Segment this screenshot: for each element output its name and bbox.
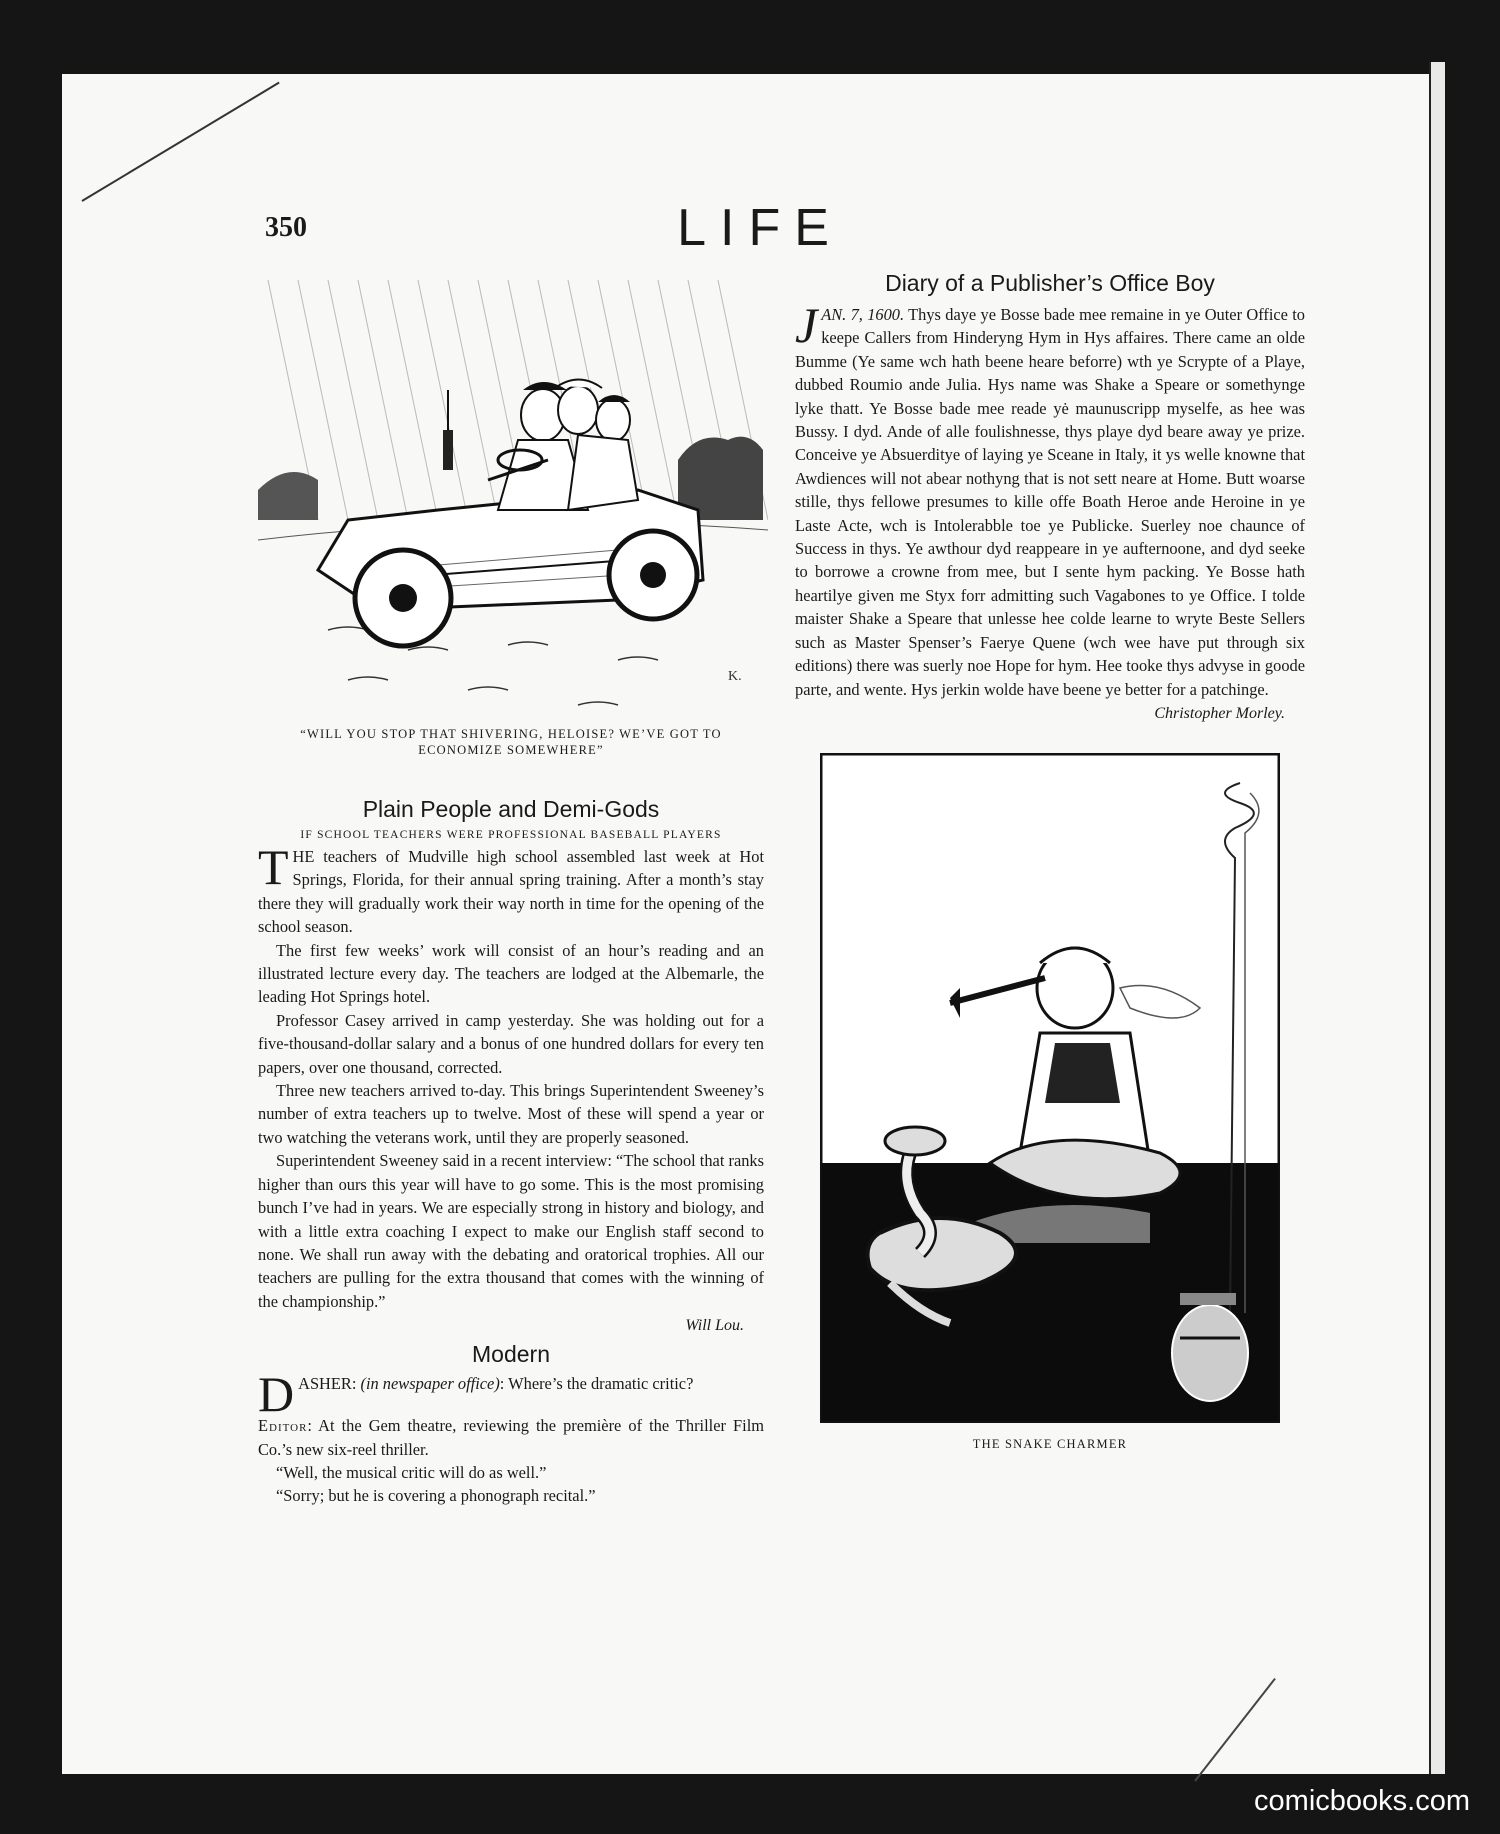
article-modern <box>258 1341 764 1508</box>
article-paragraph: Three new teachers arrived to-day. This brings Superintendent Sweeney’s number of extra teachers up to twelve. Most of these will spend a year or two watching the veterans work, until they are properly seasoned. <box>258 1081 764 1147</box>
dialogue-line: “Well, the musical critic will do as well.” <box>276 1462 547 1482</box>
article-subtitle: IF SCHOOL TEACHERS WERE PROFESSIONAL BASEBALL PLAYERS <box>300 829 722 841</box>
left-column <box>258 280 764 1508</box>
cartoon-caption: “WILL YOU STOP THAT SHIVERING, HELOISE? WE’VE GOT TO ECONOMIZE SOMEWHERE” <box>300 727 722 757</box>
author-signature: Will Lou. <box>685 1317 744 1335</box>
diary-date: AN. 7, 1600. <box>821 305 905 324</box>
svg-text:K.: K. <box>728 669 742 684</box>
speaker-name: Editor <box>258 1416 308 1436</box>
dialogue-line: DASHER: (in newspaper office): Where’s the dramatic critic? <box>258 1366 694 1423</box>
paragraph-text: Thys daye ye Bosse bade mee remaine in ye Outer Office to keepe Callers from Hinderyng Hym in Hys affaires. There came an olde Bumme (Ye same wch hath beene heare beforre) wth ye Scrypte of a Playe, dubbed Roumio ande Julia. Hys name was Shake a Speare or somethynge lyke thatt. Ye Bosse bade mee reade yė maunuscripp myselfe, as hee was Bussy. I dyd. Ande of alle foulishnesse, thys playe dyd beare away ye prize. Conceive ye Absuerditye of laying ye Sceane in Italy, it ys welle knowne that Awdiences will not abear nothyng that is not sett neare at Home. Butt woarse stille, thys fellowe presumes to kille offe Boath Heroe ande Heroine in ye Laste Acte, wch is Intolerabble toe ye Publicke. Suerley noe chaunce of Success in thys. Ye awthour dyd reappeare in ye aufternoone, and dyd seeke to borrowe a crowne from mee, but I sente hym packing. Ye Bosse hath heartilye given me Styx forr admitting such Vagabones to ye Office. I tolde maister Shake a Speare that unlesse hee colde learne to wryte Beste Sellers such as Master Spenser’s Faerye Quene (wch wee have put through six editions) there was suerly noe Hope for hym. Hee tooke thys advyse in goode parte, and wente. Hys jerkin wolde have beene ye better for a patchinge. <box>795 305 1306 699</box>
page-number: 350 <box>265 212 307 243</box>
paragraph-text: HE teachers of Mudville high school assembled last week at Hot Springs, Florida, for their annual spring training. After a month’s stay there they will gradually work their way north in time for the opening of the school season. <box>258 847 764 937</box>
article-title: Plain People and Demi-Gods <box>362 796 660 822</box>
snake-charmer-illustration <box>820 753 1280 1423</box>
drop-cap: J <box>795 297 818 353</box>
dialogue-text: : Where’s the dramatic critic? <box>499 1374 694 1394</box>
illustration-caption: THE SNAKE CHARMER <box>972 1436 1128 1451</box>
car-cartoon-illustration <box>258 280 768 720</box>
article-paragraph: The first few weeks’ work will consist of an hour’s reading and an illustrated lecture every day. The teachers are lodged at the Albemarle, the leading Hot Springs hotel. <box>258 940 764 1007</box>
dialogue-line: “Sorry; but he is covering a phonograph recital.” <box>276 1486 596 1506</box>
article-paragraph <box>258 839 764 939</box>
watermark: comicbooks.com <box>1254 1785 1470 1817</box>
drop-cap: T <box>258 839 289 895</box>
article-diary <box>795 270 1305 723</box>
author-signature: Christopher Morley. <box>1154 704 1285 722</box>
article-plain-people <box>258 796 764 1335</box>
drop-cap: D <box>258 1366 295 1423</box>
speaker-name: ASHER <box>298 1374 352 1394</box>
article-title: Diary of a Publisher’s Office Boy <box>885 270 1215 296</box>
article-paragraph: Superintendent Sweeney said in a recent interview: “The school that ranks higher than ours this year will have to go some. This is the most promising bunch I’ve had in years. We are especially strong in history and biology, and with a little extra coaching I expect to make our English staff second to none. We shall run away with the debating and oratorical trophies. All our teachers are pulling for the extra thousand that comes with the winning of the championship.” <box>258 1151 764 1311</box>
right-column <box>795 270 1305 1452</box>
dialogue-text: : At the Gem theatre, reviewing the première of the Thriller Film Co.’s new six-reel thriller. <box>258 1416 764 1459</box>
dialogue-line <box>258 1414 764 1461</box>
facing-page-edge <box>1429 62 1445 1774</box>
masthead: LIFE <box>677 199 843 257</box>
article-title: Modern <box>472 1341 550 1368</box>
article-paragraph <box>795 297 1306 701</box>
article-paragraph: Professor Casey arrived in camp yesterday. She was holding out for a five-thousand-dollar salary and a bonus of one hundred dollars for every ten papers, over one thousand, corrected. <box>258 1010 764 1077</box>
stage-direction: (in newspaper office) <box>360 1374 500 1394</box>
